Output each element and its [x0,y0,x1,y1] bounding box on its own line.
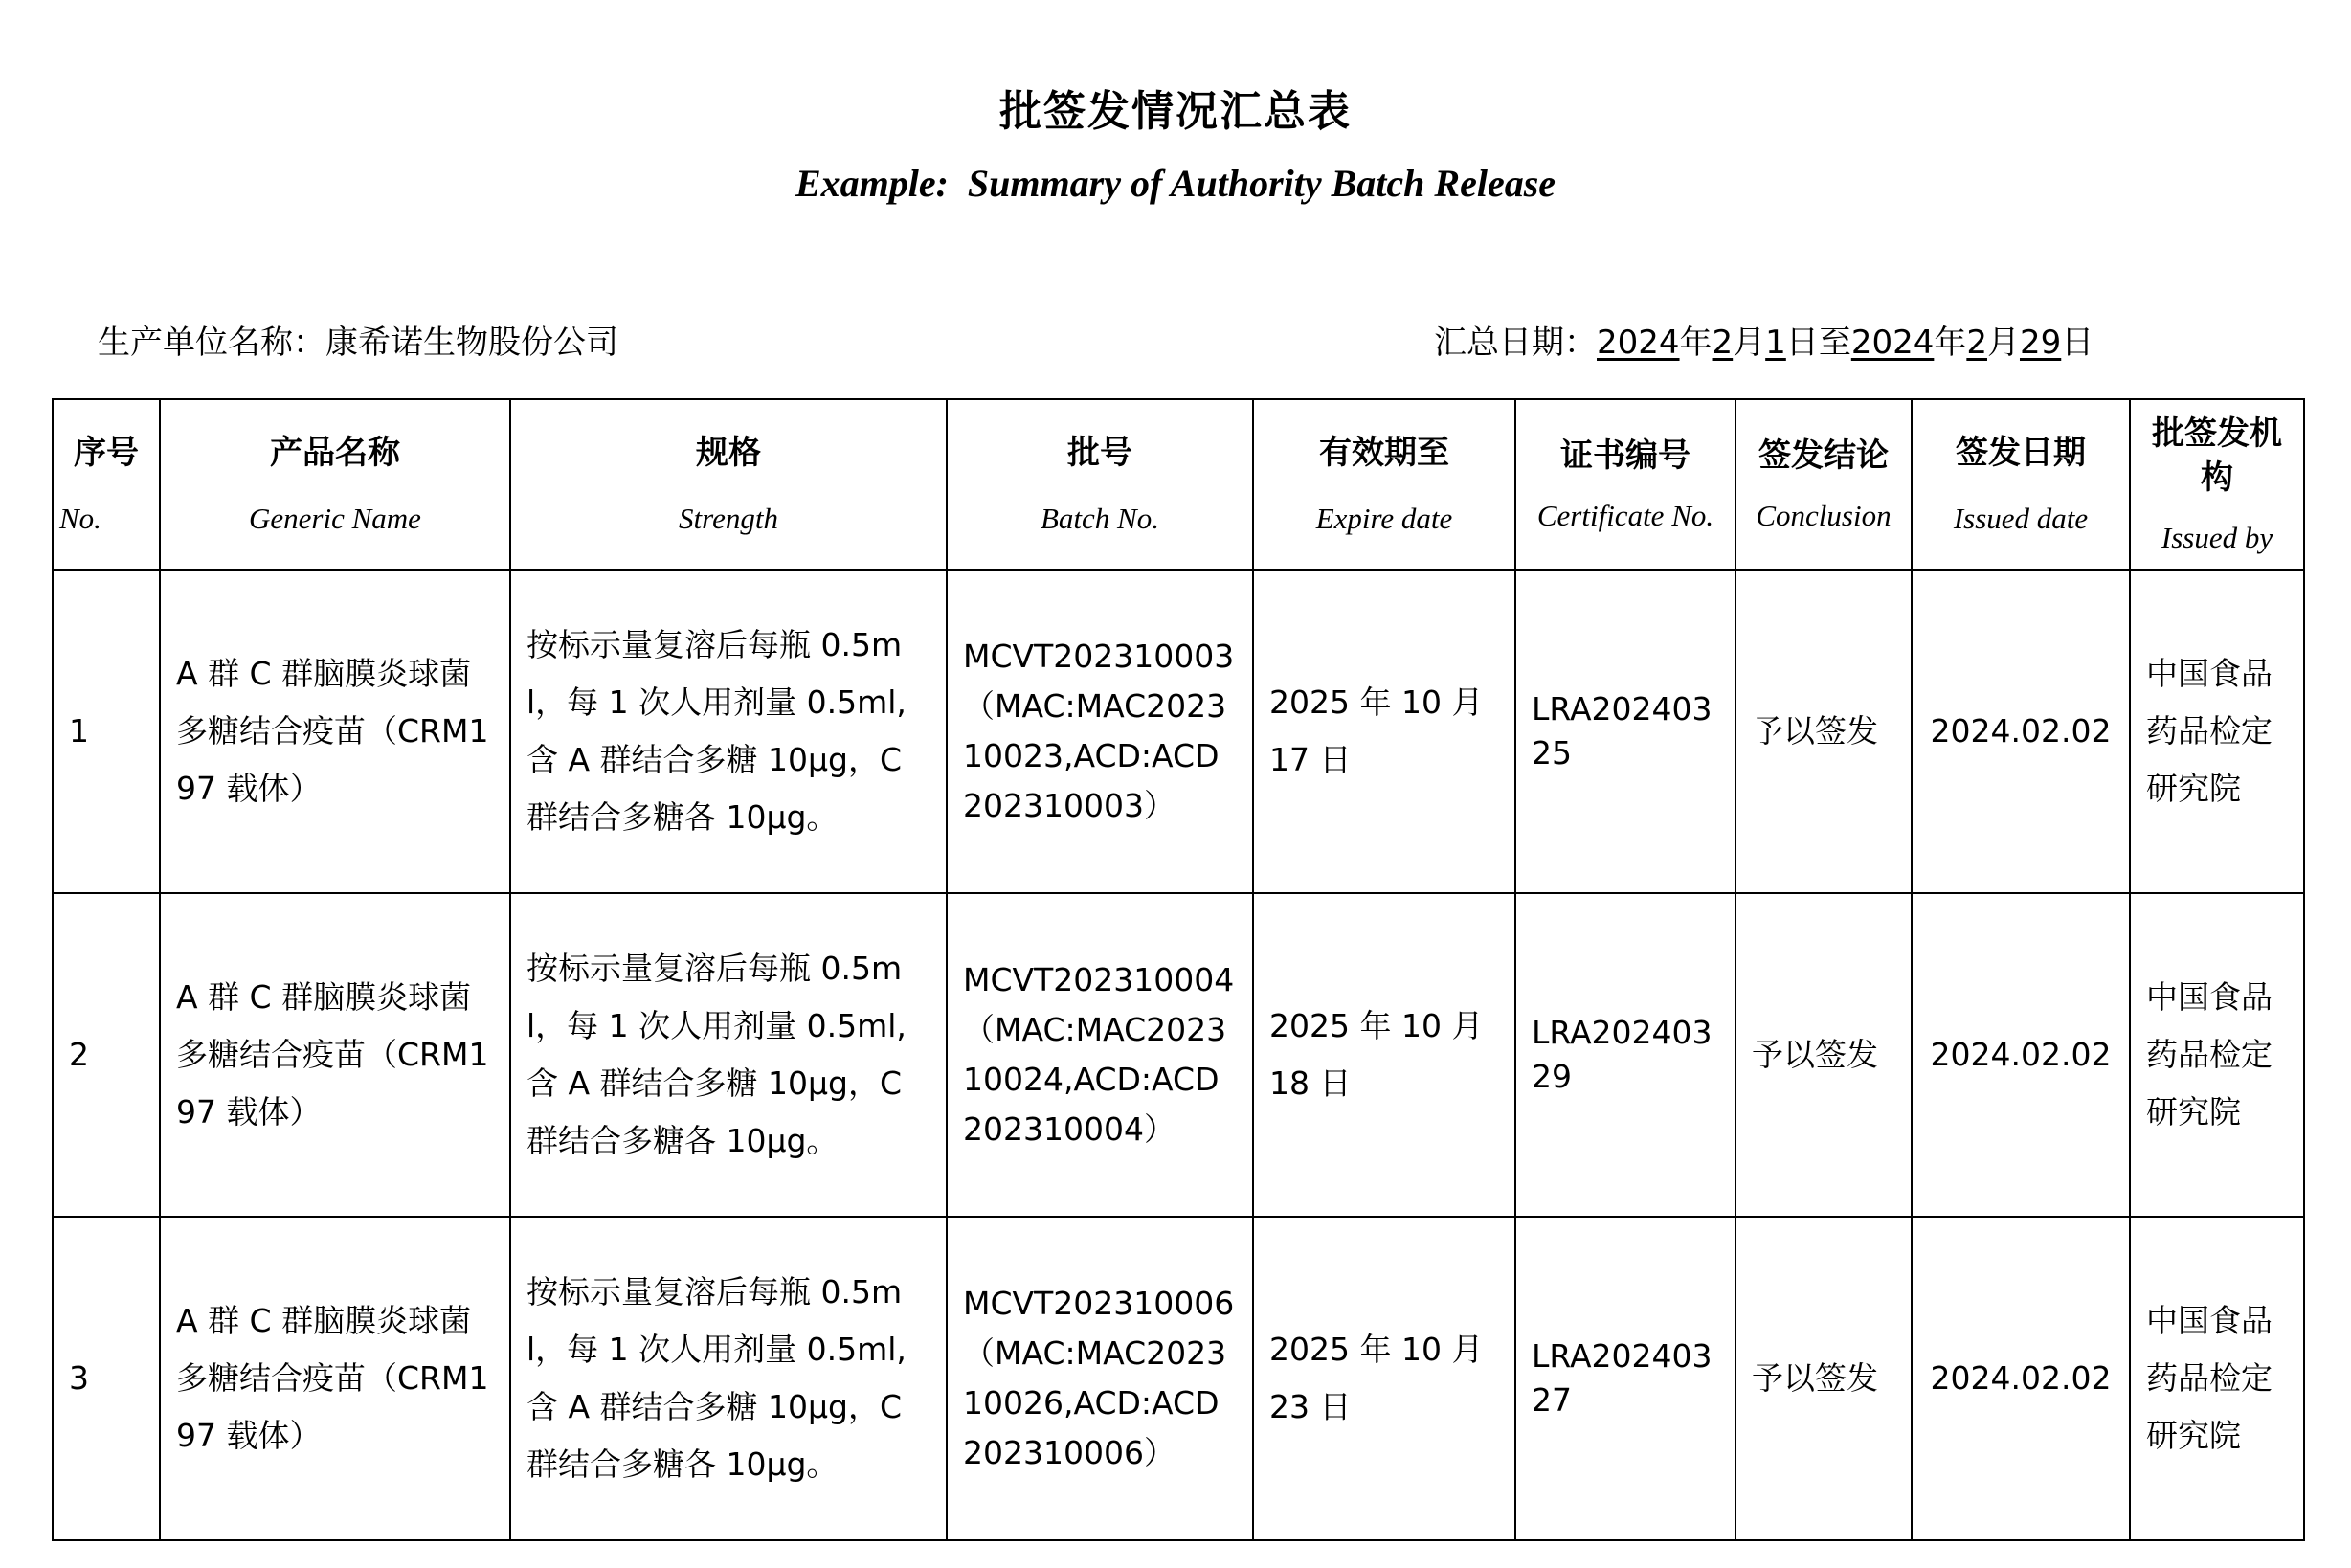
day-unit: 日 [2061,324,2094,362]
header-no [53,399,160,570]
header-certificate-no-en: Certificate No. [1536,499,1714,532]
header-issued-by-en: Issued by [2161,521,2273,554]
cell-generic-name: A 群 C 群脑膜炎球菌多糖结合疫苗（CRM197 载体） [160,1217,510,1540]
header-no-cn: 序号 [74,434,139,472]
header-strength-en: Strength [679,502,778,535]
header-conclusion-en: Conclusion [1756,499,1892,532]
header-generic-name-en: Generic Name [249,502,421,535]
start-year: 2024 [1597,324,1680,362]
document-subtitle: Example: Summary of Authority Batch Release [795,162,1556,205]
year-unit: 年 [1934,324,1967,362]
cell-issued-by: 中国食品药品检定研究院 [2130,570,2304,893]
day-unit: 日 [1785,324,1819,362]
cell-certificate-no: LRA20240329 [1515,893,1735,1217]
producer-label: 生产单位名称： [98,324,325,362]
producer-line [98,316,618,363]
header-expire-date [1253,399,1515,570]
start-month: 2 [1712,324,1734,362]
table-row [53,570,2304,893]
cell-conclusion: 予以签发 [1735,893,1912,1217]
header-issued-by-cn: 批签发机构 [2152,414,2282,497]
cell-generic-name: A 群 C 群脑膜炎球菌多糖结合疫苗（CRM197 载体） [160,893,510,1217]
month-unit: 月 [1986,324,2020,362]
batch-release-table [52,398,2305,1541]
cell-issued-by: 中国食品药品检定研究院 [2130,893,2304,1217]
header-generic-name [160,399,510,570]
summary-date-label: 汇总日期： [1434,324,1597,362]
month-unit: 月 [1733,324,1766,362]
header-issued-date-en: Issued date [1953,502,2089,535]
cell-issued-date: 2024.02.02 [1912,570,2130,893]
cell-certificate-no: LRA20240325 [1515,570,1735,893]
header-batch-no-en: Batch No. [1041,502,1159,535]
header-batch-no [947,399,1253,570]
header-batch-no-cn: 批号 [1067,434,1132,472]
producer-value: 康希诺生物股份公司 [325,324,618,362]
cell-strength: 按标示量复溶后每瓶 0.5ml，每 1 次人用剂量 0.5ml,含 A 群结合多糖 10μg，C 群结合多糖各 10μg。 [510,893,947,1217]
header-strength-cn: 规格 [696,434,761,472]
cell-batch-no: MCVT202310003（MAC:MAC202310023,ACD:ACD202310003） [947,570,1253,893]
cell-conclusion: 予以签发 [1735,1217,1912,1540]
cell-no: 2 [53,893,160,1217]
header-certificate-no [1515,399,1735,570]
header-no-en: No. [59,502,101,535]
year-unit: 年 [1679,324,1713,362]
header-generic-name-cn: 产品名称 [270,434,400,472]
header-conclusion [1735,399,1912,570]
cell-strength: 按标示量复溶后每瓶 0.5ml，每 1 次人用剂量 0.5ml,含 A 群结合多糖 10μg，C 群结合多糖各 10μg。 [510,1217,947,1540]
document-title: 批签发情况汇总表 [999,87,1352,136]
summary-date-line [1434,316,2094,363]
start-day: 1 [1765,324,1786,362]
table-row [53,1217,2304,1540]
cell-batch-no: MCVT202310004（MAC:MAC202310024,ACD:ACD202310004） [947,893,1253,1217]
header-certificate-no-cn: 证书编号 [1560,437,1690,475]
header-conclusion-cn: 签发结论 [1758,437,1889,475]
cell-issued-date: 2024.02.02 [1912,1217,2130,1540]
header-expire-date-cn: 有效期至 [1319,434,1449,472]
cell-no: 1 [53,570,160,893]
cell-expire-date: 2025 年 10 月 18 日 [1253,893,1515,1217]
cell-issued-date: 2024.02.02 [1912,893,2130,1217]
cell-certificate-no: LRA20240327 [1515,1217,1735,1540]
header-issued-by [2130,399,2304,570]
cell-strength: 按标示量复溶后每瓶 0.5ml，每 1 次人用剂量 0.5ml,含 A 群结合多糖 10μg，C 群结合多糖各 10μg。 [510,570,947,893]
header-strength [510,399,947,570]
cell-no: 3 [53,1217,160,1540]
table-header-row [53,399,2304,570]
date-range-to: 至 [1818,324,1851,362]
cell-batch-no: MCVT202310006（MAC:MAC202310026,ACD:ACD202310006） [947,1217,1253,1540]
end-month: 2 [1966,324,1987,362]
cell-expire-date: 2025 年 10 月 17 日 [1253,570,1515,893]
header-expire-date-en: Expire date [1315,502,1453,535]
cell-conclusion: 予以签发 [1735,570,1912,893]
cell-generic-name: A 群 C 群脑膜炎球菌多糖结合疫苗（CRM197 载体） [160,570,510,893]
cell-expire-date: 2025 年 10 月 23 日 [1253,1217,1515,1540]
table-row [53,893,2304,1217]
header-issued-date-cn: 签发日期 [1956,434,2086,472]
header-issued-date [1912,399,2130,570]
end-day: 29 [2019,324,2062,362]
cell-issued-by: 中国食品药品检定研究院 [2130,1217,2304,1540]
end-year: 2024 [1850,324,1935,362]
